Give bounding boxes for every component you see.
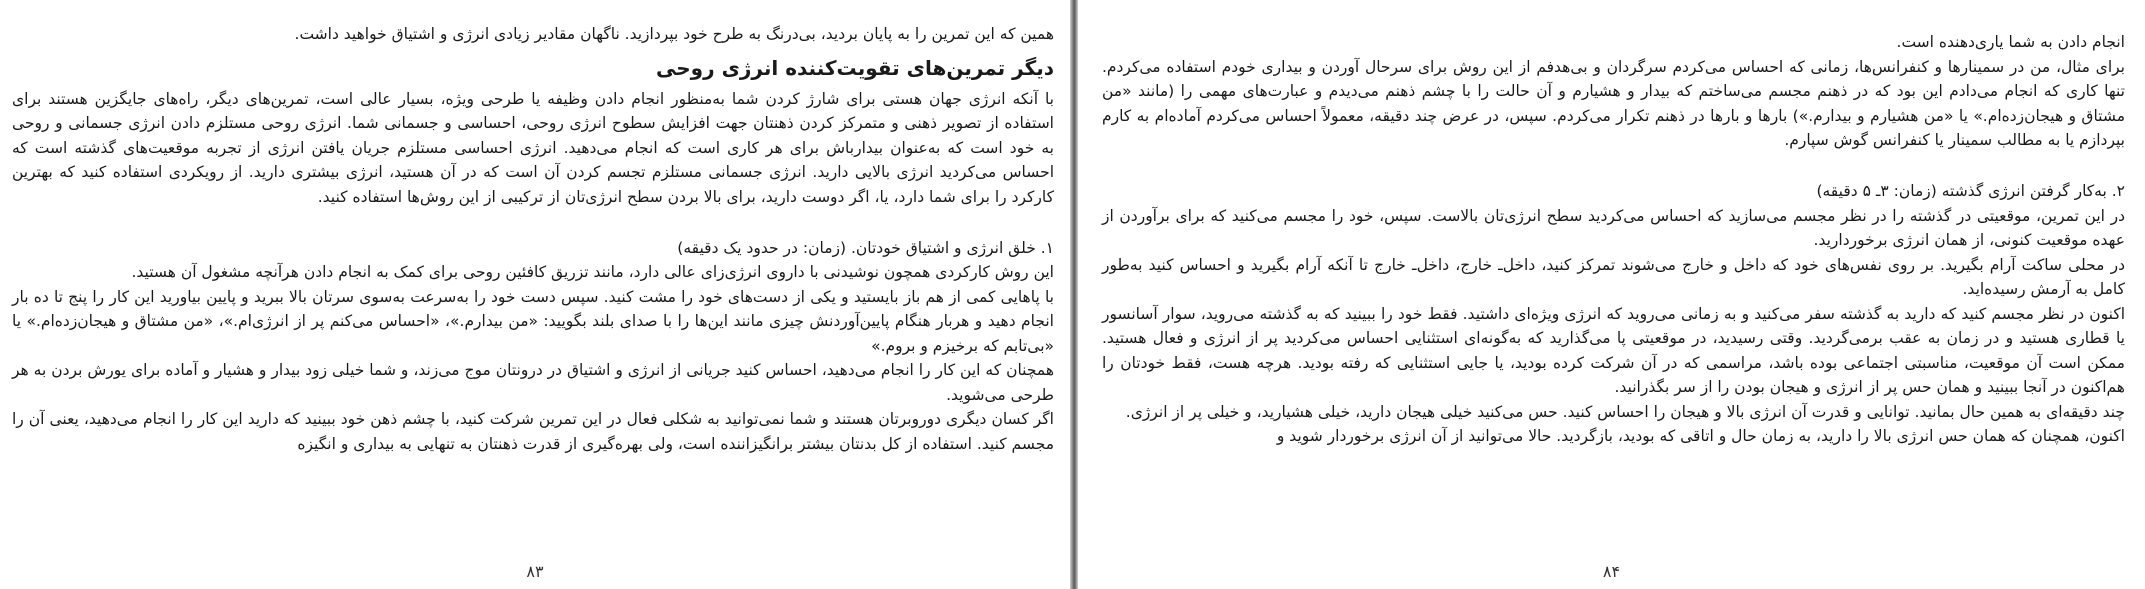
page-number: ۸۳ xyxy=(526,562,544,581)
book-gutter xyxy=(1070,0,1078,589)
right-page xyxy=(1078,0,2145,589)
page-number: ۸۴ xyxy=(1602,562,1621,581)
paragraph-spacer xyxy=(12,209,1054,234)
intro-paragraph: با آنکه انرژی جهان هستی برای شارژ کردن شما به‌منظور انجام دادن وظیفه یا طرحی ویژه، بسیار عالی است، تمرین‌های دیگر، راه‌های جایگزین هستند برای استفاده از تصویر ذهنی و متمرکز کردن ذهنتان جهت افزایش سطوح انرژی روحی، احساسی و جسمانی شما. انرژی روحی مستلزم دادن انرژی جسمانی و روحی به خود است که به‌عنوان بیدارباش برای هر کاری است که انجام می‌دهید. انرژی احساسی مستلزم جریان یافتن انرژی از تجربه موقعیت‌های گذشته است که احساس می‌کردید انرژی بالایی دارید. انرژی جسمانی مستلزم تجسم کردن آن است که در آن هستید، انرژی بیشتری دارید. از رویکردی استفاده کنید که بهترین کارکرد را برای شما دارد، یا، اگر دوست دارید، برای بالا بردن سطح انرژی‌تان از ترکیبی از این روش‌ها استفاده کنید. xyxy=(12,89,1054,206)
top-line: انجام دادن به شما یاری‌دهنده است. xyxy=(1896,33,2125,51)
example-paragraph: برای مثال، من در سمینارها و کنفرانس‌ها، زمانی که احساس می‌کردم سرگردان و بی‌هدفم از این روش برای سرحال آوردن و بیداری خودم استفاده می‌کردم. تنها کاری که انجام می‌دادم این بود که در ذهنم مجسم می‌ساختم که بیدار و هشیارم و آن حالت را با چشم ذهنم می‌دیدم و عبارت‌های مهمی را (مانند «من مشتاق و هیجان‌زده‌ام.» یا «من هشیارم و بیدارم.») بارها و بارها در ذهنم تکرار می‌کردم. سپس، در عرض چند دقیقه، معمولاً احساس می‌کردم آماده‌ام به کارم بپردازم یا به مطالب سمینار یا کنفرانس گوش سپارم. xyxy=(1102,57,2125,149)
right-page-text xyxy=(1102,30,2125,449)
exercise-paragraph: چند دقیقه‌ای به همین حال بمانید. توانایی و قدرت آن انرژی بالا و هیجان را احساس کنید. حس می‌کنید خیلی هیجان دارید، خیلی هشیارید، و خیلی پر از انرژی. xyxy=(1125,402,2125,421)
exercise-title: ۲. به‌کار گرفتن انرژی گذشته (زمان: ۳ـ ۵ دقیقه) xyxy=(1816,182,2125,200)
section-heading: دیگر تمرین‌های تقویت‌کننده انرژی روحی xyxy=(656,55,1054,80)
top-paragraph: همین که این تمرین را به پایان بردید، بی‌درنگ به طرح خود بپردازید. ناگهان مقادیر زیادی انرژی و اشتیاق خواهید داشت. xyxy=(294,25,1054,43)
exercise-paragraph: در این تمرین، موقعیتی در گذشته را در نظر مجسم می‌سازید که احساس می‌کردید سطح انرژی‌تان بالاست. سپس، خود را مجسم می‌کنید که برای برآوردن از عهده موقعیت کنونی، از همان انرژی برخوردارید. xyxy=(1102,206,2125,249)
left-page-text xyxy=(12,22,1054,456)
left-page xyxy=(0,0,1070,589)
paragraph-spacer xyxy=(1102,153,2125,178)
exercise-paragraph: در محلی ساکت آرام بگیرید. بر روی نفس‌های خود که داخل و خارج می‌شوند تمرکز کنید، داخل‌ـ خارج، داخل‌ـ خارج تا آنکه آرام بگیرید و احساس کنید به‌طور کامل به آرمش رسیده‌اید. xyxy=(1102,255,2125,298)
exercise-paragraph: اگر کسان دیگری دوروبرتان هستند و شما نمی‌توانید به شکلی فعال در این تمرین شرکت کنید، با چشم ذهن خود ببینید که دارید این کار را انجام می‌دهید، یعنی آن را مجسم کنید. استفاده از کل بدنتان بیشتر برانگیزاننده است، ولی بهره‌گیری از قدرت ذهنتان به تنهایی به بیداری و انگیزه xyxy=(12,410,1054,453)
exercise-paragraph: با پاهایی کمی از هم باز بایستید و یکی از دست‌های خود را مشت کنید. سپس دست خود را به‌سرعت به‌سوی سرتان بالا ببرید و پایین بیاورید این کار را پنج تا ده بار انجام دهید و هربار هنگام پایین‌آوردنش چیزی مانند این‌ها را با صدای بلند بگویید: «من بیدارم.»، «احساس می‌کنم پر از انرژی‌ام.»، «من مشتاق و هیجان‌زده‌ام.» یا «بی‌تابم که برخیزم و بروم.» xyxy=(12,287,1054,355)
exercise-paragraph: اکنون، همچنان که همان حس انرژی بالا را دارید، به زمان حال و اتاقی که بودید، بازگردید. حالا می‌توانید از آن انرژی برخوردار شوید و xyxy=(1276,427,2125,445)
exercise-paragraph: این روش کارکردی همچون نوشیدنی با داروی انرژی‌زای عالی دارد، مانند تزریق کافئین روحی برای کمک به انجام دادن هرآنچه مشغول آن هستید. xyxy=(131,263,1054,281)
exercise-paragraph: اکنون در نظر مجسم کنید که دارید به گذشته سفر می‌کنید و به زمانی می‌روید که انرژی ویژه‌ای داشتید. فقط خود را ببینید که به گذشته می‌روید، سوار آسانسور یا قطاری هستید و در زمان به عقب برمی‌گردید. وقتی رسیدید، در موقعیتی پا می‌گذارید که به‌گونه‌ای استثنایی احساس می‌کردید پر از انرژی و فعال هستید. ممکن است آن موقعیت، مناسبتی اجتماعی بوده باشد، مراسمی که در آن شرکت کرده بودید، یا جایی استثنایی که رفته بودید. هرچه هست، فقط خودتان را هم‌اکنون در آنجا ببینید و همان حس پر از انرژی و هیجان بودن را از سر بگذرانید. xyxy=(1102,304,2125,396)
exercise-title: ۱. خلق انرژی و اشتیاق خودتان. (زمان: در حدود یک دقیقه) xyxy=(677,238,1054,257)
exercise-paragraph: همچنان که این کار را انجام می‌دهید، احساس کنید جریانی از انرژی و اشتیاق در درونتان موج می‌زند، و شما خیلی زود بیدار و هشیار و آماده برای یورش بردن به هر طرحی می‌شوید. xyxy=(12,361,1054,404)
